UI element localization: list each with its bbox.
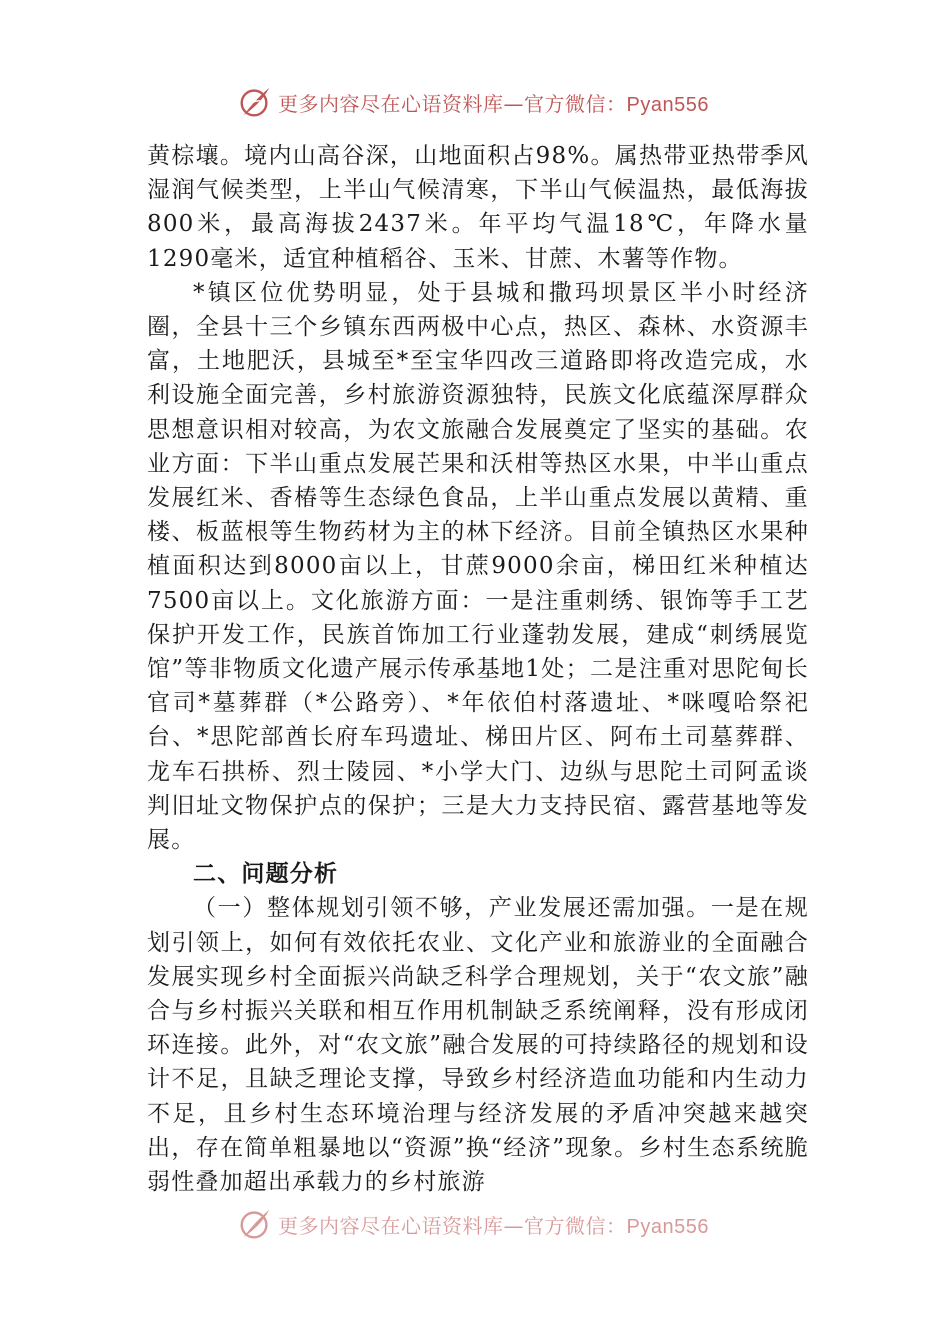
quill-seal-logo-icon <box>236 1205 274 1243</box>
paragraph-town-advantages: *镇区位优势明显，处于县城和撒玛坝景区半小时经济圈，全县十三个乡镇东西两极中心点，热区、森林、水资源丰富，土地肥沃，县城至*至宝华四改三道路即将改造完成，水利设施全面完善，乡村旅游资源独特，民族文化底蕴深厚群众思想意识相对较高，为农文旅融合发展奠定了坚实的基础。农业方面：下半山重点发展芒果和沃柑等热区水果，中半山重点发展红米、香椿等生态绿色食品，上半山重点发展以黄精、重楼、板蓝根等生物药材为主的林下经济。目前全镇热区水果种植面积达到8000亩以上，甘蔗9000余亩，梯田红米种植达7500亩以上。文化旅游方面：一是注重刺绣、银饰等手工艺保护开发工作，民族首饰加工行业蓬勃发展，建成“刺绣展览馆”等非物质文化遗产展示传承基地1处；二是注重对思陀甸长官司*墓葬群（*公路旁）、*年依伯村落遗址、*咪嘎哈祭祀台、*思陀部酋长府车玛遗址、梯田片区、阿布土司墓葬群、龙车石拱桥、烈士陵园、*小学大门、边纵与思陀土司阿孟谈判旧址文物保护点的保护；三是大力支持民宿、露营基地等发展。 <box>147 279 809 854</box>
section-heading-problem-analysis: 二、问题分析 <box>193 861 339 888</box>
watermark-footer <box>236 1204 709 1244</box>
watermark-text: 更多内容尽在心语资料库—官方微信：Pyan556 <box>278 1213 709 1238</box>
watermark-header <box>236 82 709 122</box>
paragraph-planning-issues: （一）整体规划引领不够，产业发展还需加强。一是在规划引领上，如何有效依托农业、文化产业和旅游业的全面融合发展实现乡村全面振兴尚缺乏科学合理规划，关于“农文旅”融合与乡村振兴关联和相互作用机制缺乏系统阐释，没有形成闭环连接。此外，对“农文旅”融合发展的可持续路径的规划和设计不足，且缺乏理论支撑，导致乡村经济造血功能和内生动力不足，且乡村生态环境治理与经济发展的矛盾冲突越来越突出，存在简单粗暴地以“资源”换“经济”现象。乡村生态系统脆弱性叠加超出承载力的乡村旅游 <box>147 895 809 1196</box>
paragraph-climate: 黄棕壤。境内山高谷深，山地面积占98%。属热带亚热带季风湿润气候类型，上半山气候清寒，下半山气候温热，最低海拔800米，最高海拔2437米。年平均气温18℃，年降水量1290毫米，适宜种植稻谷、玉米、甘蔗、木薯等作物。 <box>147 143 809 272</box>
watermark-text: 更多内容尽在心语资料库—官方微信：Pyan556 <box>278 91 709 116</box>
document-body <box>147 139 809 1199</box>
quill-seal-logo-icon <box>236 83 274 121</box>
